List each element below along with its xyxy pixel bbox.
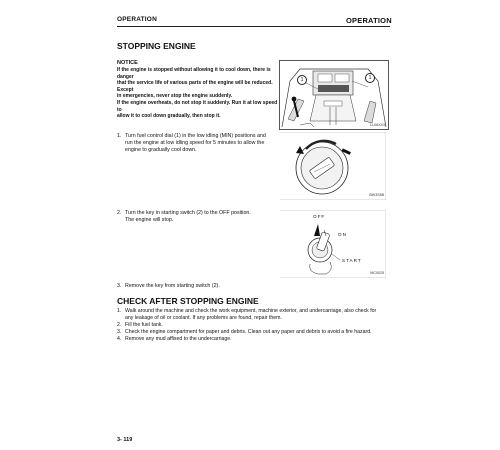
step-line: Turn the key in starting switch (2) to the OFF position. [125, 210, 251, 216]
list-number: 3. [117, 328, 122, 335]
list-number: 1. [117, 308, 122, 314]
step-line: Turn fuel control dial (1) in the low idling (MIN) positions and [125, 133, 266, 139]
page-number: 3- 119 [117, 437, 133, 443]
list-item [117, 308, 407, 322]
notice-line: If the engine is stopped without allowing it to cool down, there is danger [117, 67, 271, 80]
section-title-stopping-engine: STOPPING ENGINE [117, 41, 196, 51]
step-line: engine to gradually cool down. [125, 147, 197, 153]
step-number: 3. [117, 283, 122, 289]
list-line: Fill the fuel tank. [125, 321, 163, 328]
list-number: 2. [117, 321, 122, 328]
header-rule [117, 26, 390, 27]
check-list [117, 308, 407, 343]
header-left: OPERATION [117, 16, 157, 23]
figure-code: MC0025 [370, 271, 384, 275]
switch-start-label: START [342, 258, 362, 263]
notice-line: allow it to cool down gradually, then stop it. [117, 113, 221, 120]
notice-title: NOTICE [117, 60, 138, 66]
figure-code: BW3S5B [369, 193, 384, 197]
dial-figure [280, 132, 386, 200]
notice-line: that the service life of various parts of the engine will be reduced. Except [117, 80, 273, 93]
figure-code: LL06XX3 [370, 123, 385, 127]
step-number: 2. [117, 210, 122, 216]
callout-1-left: 1 [297, 75, 307, 85]
step-number: 1. [117, 133, 122, 139]
list-item [117, 322, 407, 329]
callout-1-right: 1 [365, 73, 375, 83]
list-item [117, 329, 407, 336]
step-line: The engine will stop. [125, 217, 174, 223]
list-number: 4. [117, 335, 122, 342]
switch-illustration [280, 210, 386, 278]
step-line: Remove the key from starting switch (2). [125, 283, 220, 289]
cab-illustration [280, 61, 388, 129]
step-line: run the engine at low idling speed for 5 minutes to allow the [125, 140, 265, 146]
list-item [117, 336, 407, 343]
list-line: Walk around the machine and check the work equipment, machine exterior, and undercarriage, also check for [125, 308, 377, 314]
header-right: OPERATION [346, 16, 392, 25]
switch-on-label: ON [338, 232, 347, 237]
switch-figure [280, 210, 386, 278]
switch-off-label: OFF [313, 214, 326, 219]
dial-illustration [280, 132, 386, 200]
list-line: any leakage of oil or coolant. If any problems are found, repair them. [125, 314, 282, 321]
notice-text [117, 67, 282, 120]
section-title-check-after-stopping: CHECK AFTER STOPPING ENGINE [117, 296, 259, 306]
notice-line: If the engine overheats, do not stop it suddenly. Run it at low speed to [117, 99, 278, 113]
list-line: Check the engine compartment for paper and debris. Clean out any paper and debris to avoid a fire hazard. [125, 328, 372, 335]
notice-line: in emergencies, never stop the engine suddenly. [117, 93, 233, 100]
list-line: Remove any mud affixed to the undercarriage. [125, 335, 232, 342]
cab-figure [279, 60, 389, 130]
